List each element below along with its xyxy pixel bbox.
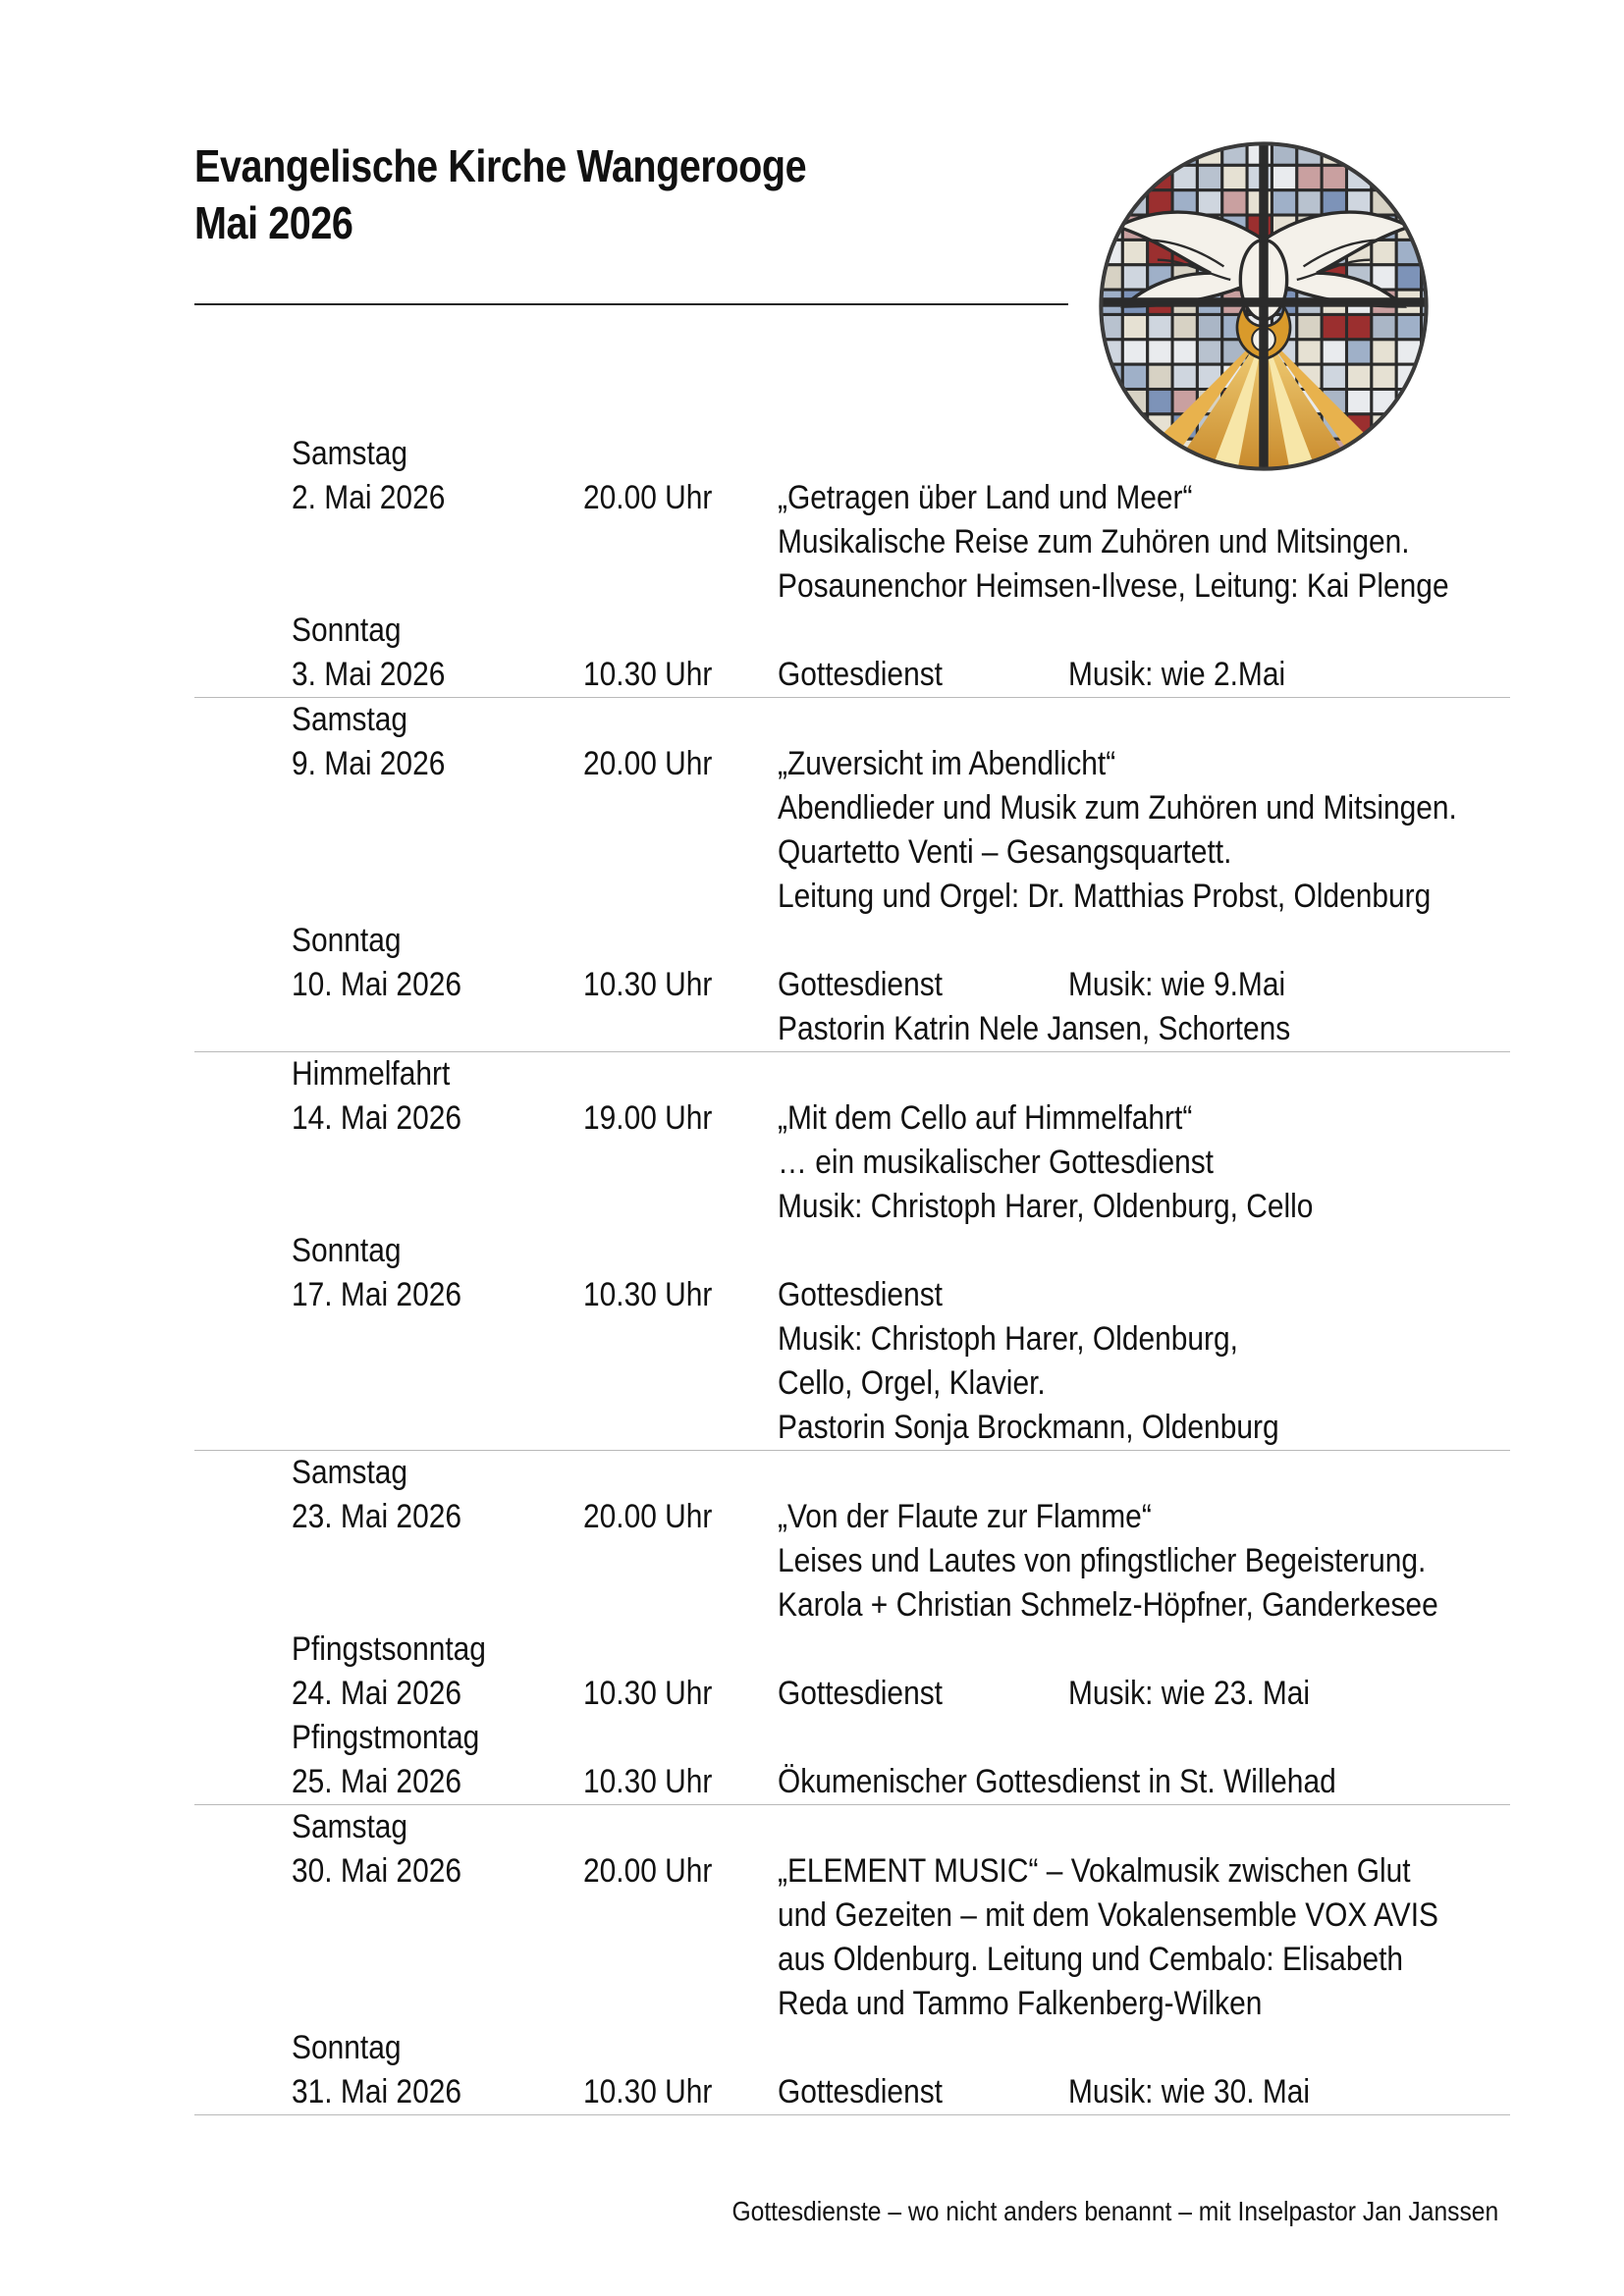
event-date: 30. Mai 2026 (292, 1852, 462, 1890)
event-line (194, 1273, 1510, 1317)
event-line (194, 1894, 1510, 1938)
event-date: 17. Mai 2026 (292, 1276, 462, 1313)
event-date: 24. Mai 2026 (292, 1675, 462, 1712)
event-line (194, 2070, 1510, 2114)
event-description: Musik: Christoph Harer, Oldenburg, (778, 1320, 1238, 1358)
event-date: 23. Mai 2026 (292, 1498, 462, 1535)
event-date: 2. Mai 2026 (292, 479, 446, 516)
event-music: Musik: wie 9.Mai (1068, 966, 1286, 1003)
event-schedule (194, 432, 1510, 2115)
event-weekday-line (194, 1229, 1510, 1273)
event-description: Reda und Tammo Falkenberg-Wilken (778, 1985, 1263, 2022)
event-weekday-line (194, 609, 1510, 653)
event-line (194, 1672, 1510, 1716)
event-weekday-line (194, 1628, 1510, 1672)
event-time: 20.00 Uhr (583, 479, 713, 516)
event-line (194, 1583, 1510, 1628)
footer-note: Gottesdienste – wo nicht anders benannt – mit Inselpastor Jan Janssen (731, 2196, 1498, 2226)
event-weekday-line (194, 698, 1510, 742)
event-description: Karola + Christian Schmelz-Höpfner, Ganderkesee (778, 1586, 1438, 1624)
event-weekday-line (194, 919, 1510, 963)
event-weekday-line (194, 1716, 1510, 1760)
event-time: 10.30 Uhr (583, 2073, 713, 2110)
event-line (194, 1362, 1510, 1406)
event-weekday-line (194, 1451, 1510, 1495)
event-line (194, 1849, 1510, 1894)
event-line (194, 1096, 1510, 1141)
event-time: 10.30 Uhr (583, 1763, 713, 1800)
event-time: 19.00 Uhr (583, 1099, 713, 1137)
event-weekday-line (194, 1052, 1510, 1096)
event-description: … ein musikalischer Gottesdienst (778, 1144, 1215, 1181)
event-line (194, 875, 1510, 919)
event-entry (194, 1716, 1510, 1804)
event-weekday: Samstag (292, 435, 408, 472)
event-line (194, 963, 1510, 1007)
event-music: Musik: wie 30. Mai (1068, 2073, 1311, 2110)
event-weekday: Sonntag (292, 612, 402, 649)
event-time: 20.00 Uhr (583, 1498, 713, 1535)
event-description: Posaunenchor Heimsen-Ilvese, Leitung: Kai Plenge (778, 567, 1449, 605)
event-description: „Von der Flaute zur Flamme“ (778, 1498, 1152, 1535)
event-description: Leitung und Orgel: Dr. Matthias Probst, Oldenburg (778, 878, 1432, 915)
event-line (194, 1539, 1510, 1583)
event-time: 10.30 Uhr (583, 1276, 713, 1313)
schedule-block (194, 432, 1510, 698)
event-line (194, 1938, 1510, 1982)
event-line (194, 1406, 1510, 1450)
event-entry (194, 698, 1510, 919)
event-line (194, 1007, 1510, 1051)
event-weekday: Sonntag (292, 1232, 402, 1269)
event-line (194, 830, 1510, 875)
event-line (194, 1760, 1510, 1804)
event-time: 20.00 Uhr (583, 745, 713, 782)
event-weekday-line (194, 2026, 1510, 2070)
event-time: 10.30 Uhr (583, 1675, 713, 1712)
event-description: „ELEMENT MUSIC“ – Vokalmusik zwischen Glut (778, 1852, 1411, 1890)
header-divider (194, 303, 1068, 305)
event-entry (194, 1628, 1510, 1716)
event-date: 25. Mai 2026 (292, 1763, 462, 1800)
page-title: Evangelische Kirche Wangerooge (194, 140, 807, 191)
stained-glass-dove-cross-icon (1098, 140, 1430, 472)
page-subtitle: Mai 2026 (194, 197, 353, 248)
event-entry (194, 1805, 1510, 2026)
event-description: Quartetto Venti – Gesangsquartett. (778, 833, 1232, 871)
event-line (194, 520, 1510, 564)
event-weekday: Pfingstsonntag (292, 1630, 486, 1668)
schedule-block (194, 1451, 1510, 1805)
event-date: 14. Mai 2026 (292, 1099, 462, 1137)
page-header (194, 137, 1078, 251)
event-entry (194, 1451, 1510, 1628)
event-description: Abendlieder und Musik zum Zuhören und Mitsingen. (778, 789, 1457, 827)
event-line (194, 476, 1510, 520)
event-description: Pastorin Sonja Brockmann, Oldenburg (778, 1409, 1279, 1446)
event-line (194, 786, 1510, 830)
event-entry (194, 1229, 1510, 1450)
event-entry (194, 919, 1510, 1051)
event-description: und Gezeiten – mit dem Vokalensemble VOX AVIS (778, 1896, 1439, 1934)
event-music: Musik: wie 23. Mai (1068, 1675, 1311, 1712)
event-line (194, 1141, 1510, 1185)
schedule-block (194, 698, 1510, 1052)
event-line (194, 742, 1510, 786)
event-description: Pastorin Katrin Nele Jansen, Schortens (778, 1010, 1291, 1047)
event-line (194, 564, 1510, 609)
event-description: „Zuversicht im Abendlicht“ (778, 745, 1116, 782)
event-time: 10.30 Uhr (583, 966, 713, 1003)
event-description: Ökumenischer Gottesdienst in St. Willehad (778, 1763, 1336, 1800)
event-weekday: Samstag (292, 1808, 408, 1845)
event-entry (194, 432, 1510, 609)
event-line (194, 1982, 1510, 2026)
event-description: Musikalische Reise zum Zuhören und Mitsingen. (778, 523, 1410, 561)
event-entry (194, 2026, 1510, 2114)
event-weekday-line (194, 1805, 1510, 1849)
schedule-block (194, 1805, 1510, 2115)
event-weekday-line (194, 432, 1510, 476)
event-weekday: Himmelfahrt (292, 1055, 451, 1093)
event-date: 31. Mai 2026 (292, 2073, 462, 2110)
event-description: Gottesdienst (778, 966, 943, 1003)
schedule-block (194, 1052, 1510, 1451)
event-description: Leises und Lautes von pfingstlicher Begeisterung. (778, 1542, 1427, 1579)
event-music: Musik: wie 2.Mai (1068, 656, 1286, 693)
event-weekday: Sonntag (292, 2029, 402, 2066)
event-weekday: Sonntag (292, 922, 402, 959)
event-weekday: Samstag (292, 1454, 408, 1491)
event-description: Gottesdienst (778, 2073, 943, 2110)
event-entry (194, 609, 1510, 697)
event-description: Cello, Orgel, Klavier. (778, 1364, 1046, 1402)
event-description: Gottesdienst (778, 656, 943, 693)
event-date: 10. Mai 2026 (292, 966, 462, 1003)
event-description: „Getragen über Land und Meer“ (778, 479, 1193, 516)
event-weekday: Samstag (292, 701, 408, 738)
event-description: Gottesdienst (778, 1276, 943, 1313)
event-date: 3. Mai 2026 (292, 656, 446, 693)
event-description: Gottesdienst (778, 1675, 943, 1712)
event-description: aus Oldenburg. Leitung und Cembalo: Elisabeth (778, 1941, 1404, 1978)
event-time: 10.30 Uhr (583, 656, 713, 693)
event-weekday: Pfingstmontag (292, 1719, 480, 1756)
event-line (194, 1317, 1510, 1362)
event-entry (194, 1052, 1510, 1229)
event-line (194, 1495, 1510, 1539)
event-line (194, 1185, 1510, 1229)
event-description: Musik: Christoph Harer, Oldenburg, Cello (778, 1188, 1314, 1225)
event-date: 9. Mai 2026 (292, 745, 446, 782)
event-time: 20.00 Uhr (583, 1852, 713, 1890)
event-description: „Mit dem Cello auf Himmelfahrt“ (778, 1099, 1193, 1137)
event-line (194, 653, 1510, 697)
